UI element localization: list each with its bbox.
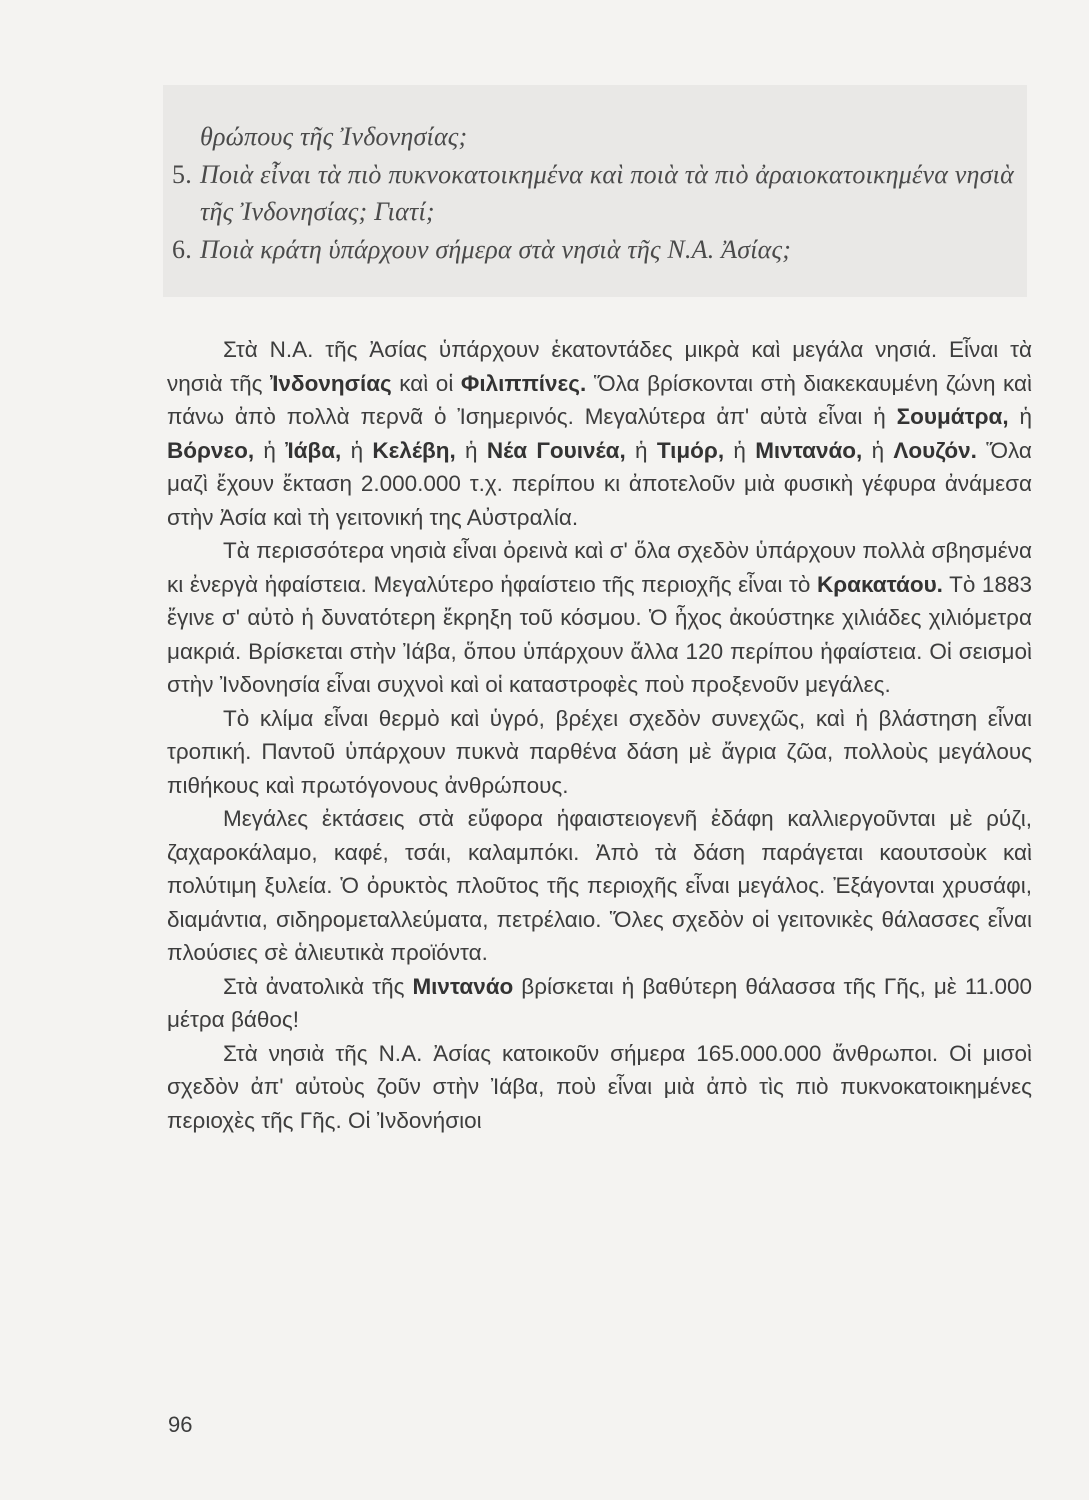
term-borneo: Βόρνεο, xyxy=(167,437,255,463)
text-run: Τὸ 1883 ἔγινε σ' αὐτὸ ἡ δυνατότερη ἔκρηξη τοῦ κόσμου. Ὁ ἦχος ἀκούστηκε χιλιάδες χιλιόμετρα μακριά. Βρίσκεται στὴν Ἰάβα, ὅπου ὑπάρχουν ἄλλα 120 περίπου ἡφαίστεια. Οἱ σεισμοὶ στὴν Ἰνδονησία εἶναι συχνοὶ καὶ οἱ καταστροφὲς ποὺ προξενοῦν μεγάλες. xyxy=(167,571,1032,697)
text-run: ἡ xyxy=(724,437,756,463)
question-text: Ποιὰ κράτη ὑπάρχουν σήμερα στὰ νησιὰ τῆς Ν.Α. Ἀσίας; xyxy=(200,234,792,264)
text-run: Ὅλα βρίσκονται στὴ διακεκαυμένη ζώνη καὶ πάνω ἀπὸ πολλὰ περνᾶ ὁ Ἰσημερινός. Μεγαλύτερα ἀπ' αὐτὰ εἶναι ἡ xyxy=(167,370,1033,429)
paragraph-economy: Μεγάλες ἐκτάσεις στὰ εὔφορα ἡφαιστειογενῆ ἐδάφη καλλιεργοῦνται μὲ ρύζι, ζαχαροκάλαμο, καφέ, τσάι, καλαμπόκι. Ἀπὸ τὰ δάση παράγεται καουτσοὺκ καὶ πολύτιμη ξυλεία. Ὁ ὀρυκτὸς πλοῦτος τῆς περιοχῆς εἶναι μεγάλος. Ἐξάγονται χρυσάφι, διαμάντια, σιδηρομεταλλεύματα, πετρέλαιο. Ὅλες σχεδὸν οἱ γειτονικὲς θάλασσες εἶναι πλούσιες σὲ ἁλιευτικὰ προϊόντα. xyxy=(167,806,1032,965)
question-text: θρώπους τῆς Ἰνδονησίας; xyxy=(200,122,468,151)
term-new-guinea: Νέα Γουινέα, xyxy=(486,437,626,463)
page-number: 96 xyxy=(168,1412,193,1437)
text-run: Στὰ ἀνατολικὰ τῆς xyxy=(223,973,413,999)
term-luzon: Λουζόν. xyxy=(893,437,977,463)
text-run: ἡ xyxy=(341,437,373,463)
text-run: καὶ οἱ xyxy=(391,370,461,396)
text-run: ἡ xyxy=(862,437,894,463)
question-number: 6. xyxy=(172,234,192,264)
paragraph-climate: Τὸ κλίμα εἶναι θερμὸ καὶ ὑγρό, βρέχει σχεδὸν συνεχῶς, καὶ ἡ βλάστηση εἶναι τροπική. Παντοῦ ὑπάρχουν πυκνὰ παρθένα δάση μὲ ἄγρια ζῶα, πολλοὺς μεγάλους πιθήκους καὶ πρωτόγονους ἀνθρώπους. xyxy=(167,705,1032,798)
review-questions xyxy=(172,118,1022,268)
paragraph-deepest-sea xyxy=(167,970,1032,1037)
term-celebes: Κελέβη, xyxy=(372,437,456,463)
paragraph-population: Στὰ νησιὰ τῆς Ν.Α. Ἀσίας κατοικοῦν σήμερα 165.000.000 ἄνθρωποι. Οἱ μισοὶ σχεδὸν ἀπ' αὐτοὺς ζοῦν στὴν Ἰάβα, ποὺ εἶναι μιὰ ἀπὸ τὶς πιὸ πυκνοκατοικημένες περιοχὲς τῆς Γῆς. Οἱ Ἰνδονήσιοι xyxy=(167,1040,1032,1133)
text-run: ἡ xyxy=(254,437,286,463)
term-mindanao: Μιντανάο, xyxy=(755,437,863,463)
text-run: ἡ xyxy=(455,437,487,463)
term-indonesia: Ἰνδονησίας xyxy=(269,370,392,396)
term-java: Ἰάβα, xyxy=(285,437,342,463)
term-timor: Τιμόρ, xyxy=(656,437,725,463)
text-run: Τὰ περισσότερα νησιὰ εἶναι ὀρεινὰ καὶ σ' ὅλα σχεδὸν ὑπάρχουν πολλὰ σβησμένα κι ἐνεργὰ ἡφαίστεια. Μεγαλύτερο ἡφαίστειο τῆς περιοχῆς εἶναι τὸ xyxy=(167,538,1032,597)
text-run: Ὅλα μαζὶ ἔχουν ἔκταση 2.000.000 τ.χ. περίπου κι ἀποτελοῦν μιὰ φυσικὴ γέφυρα ἀνάμεσα στὴν Ἀσία καὶ τὴ γειτονική της Αὐστραλία. xyxy=(167,437,1032,530)
term-sumatra: Σουμάτρα, xyxy=(896,404,1009,429)
paragraph-islands xyxy=(167,333,1032,534)
question-text: Ποιὰ εἶναι τὰ πιὸ πυκνοκατοικημένα καὶ ποιὰ τὰ πιὸ ἀραιοκατοικημένα νησιὰ τῆς Ἰνδονησίας; Γιατί; xyxy=(200,159,1014,226)
term-philippines: Φιλιππίνες. xyxy=(460,370,587,396)
body-text xyxy=(167,333,1032,1137)
text-run: ἡ xyxy=(1008,404,1033,429)
paragraph-volcanoes xyxy=(167,534,1032,702)
question-number: 5. xyxy=(172,159,192,189)
term-mindanao: Μιντανάο xyxy=(412,973,514,999)
term-krakatoa: Κρακατάου. xyxy=(816,571,943,597)
question-continuation xyxy=(172,118,1022,156)
text-run: Στὰ Ν.Α. τῆς Ἀσίας ὑπάρχουν ἑκατοντάδες μικρὰ καὶ μεγάλα νησιά. Εἶναι τὰ νησιὰ τῆς xyxy=(167,337,1032,396)
question-item xyxy=(172,156,1022,231)
text-run: βρίσκεται ἡ βαθύτερη θάλασσα τῆς Γῆς, μὲ 11.000 μέτρα βάθος! xyxy=(167,973,1032,1032)
text-run: ἡ xyxy=(625,437,657,463)
question-item xyxy=(172,231,1022,269)
